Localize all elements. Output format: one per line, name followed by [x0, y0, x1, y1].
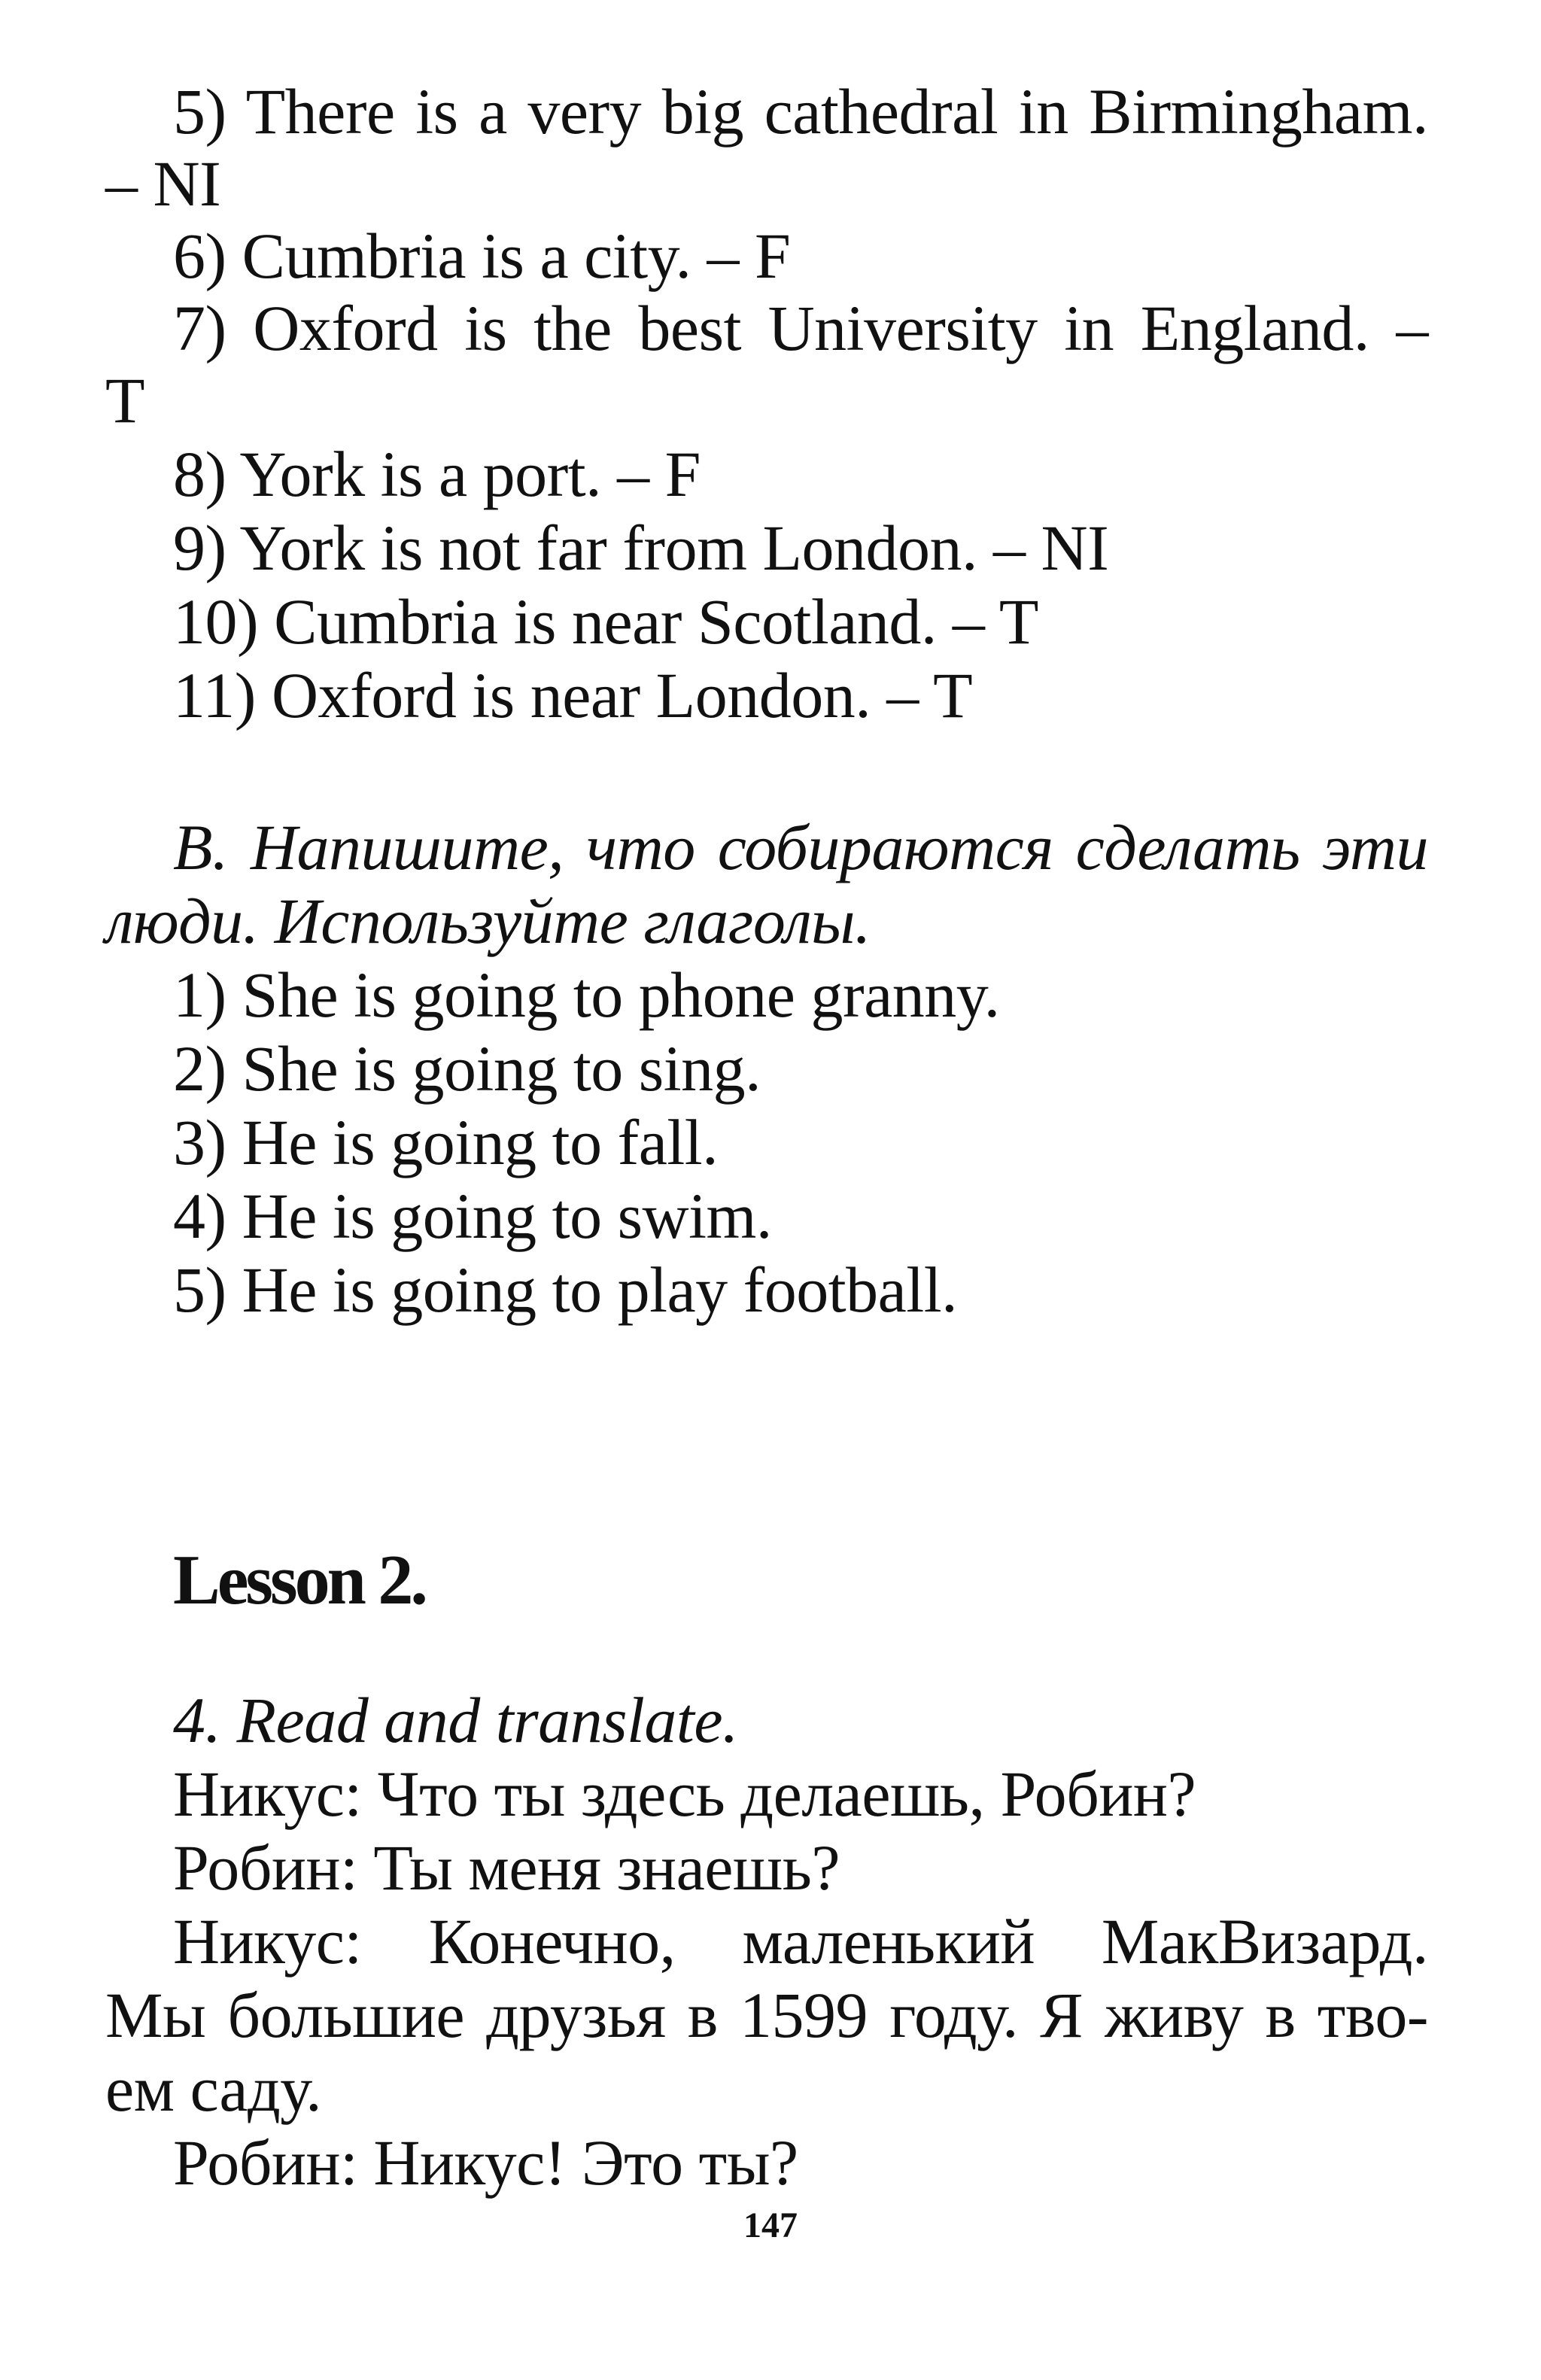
dialogue-line: Робин: Ты меня знаешь? — [173, 1831, 840, 1904]
lesson-heading: Lesson 2. — [173, 1541, 425, 1619]
answer-item: 7) Oxford is the best University in England. – — [173, 292, 1428, 364]
task-heading: 4. Read and translate. — [173, 1684, 738, 1756]
dialogue-line: ем саду. — [105, 2053, 322, 2125]
page-number: 147 — [743, 2205, 798, 2245]
answer-item: 2) She is going to sing. — [173, 1032, 761, 1105]
dialogue-line: Мы большие друзья в 1599 году. Я живу в тво- — [105, 1979, 1428, 2051]
answer-item: 9) York is not far from London. – NI — [173, 512, 1109, 584]
answer-item-continuation: – NI — [105, 147, 221, 220]
answer-item: 4) He is going to swim. — [173, 1180, 772, 1252]
section-b-instruction-continuation: люди. Используйте глаголы. — [105, 885, 871, 957]
answer-item: 5) He is going to play football. — [173, 1254, 958, 1326]
dialogue-line: Робин: Никус! Это ты? — [173, 2126, 798, 2199]
answer-item-continuation: T — [105, 364, 145, 436]
section-b-instruction: B. Напишите, что собираются сделать эти — [173, 811, 1428, 883]
answer-item: 3) He is going to fall. — [173, 1106, 719, 1178]
dialogue-line: Никус: Конечно, маленький МакВизард. — [173, 1905, 1428, 1977]
answer-item: 5) There is a very big cathedral in Birmingham. — [173, 75, 1428, 147]
dialogue-line: Никус: Что ты здесь делаешь, Робин? — [173, 1758, 1196, 1830]
answer-item: 1) She is going to phone granny. — [173, 959, 1000, 1031]
answer-item: 10) Cumbria is near Scotland. – T — [173, 585, 1038, 658]
answer-item: 8) York is a port. – F — [173, 438, 701, 510]
answer-item: 6) Cumbria is a city. – F — [173, 220, 791, 292]
answer-item: 11) Oxford is near London. – T — [173, 659, 973, 731]
